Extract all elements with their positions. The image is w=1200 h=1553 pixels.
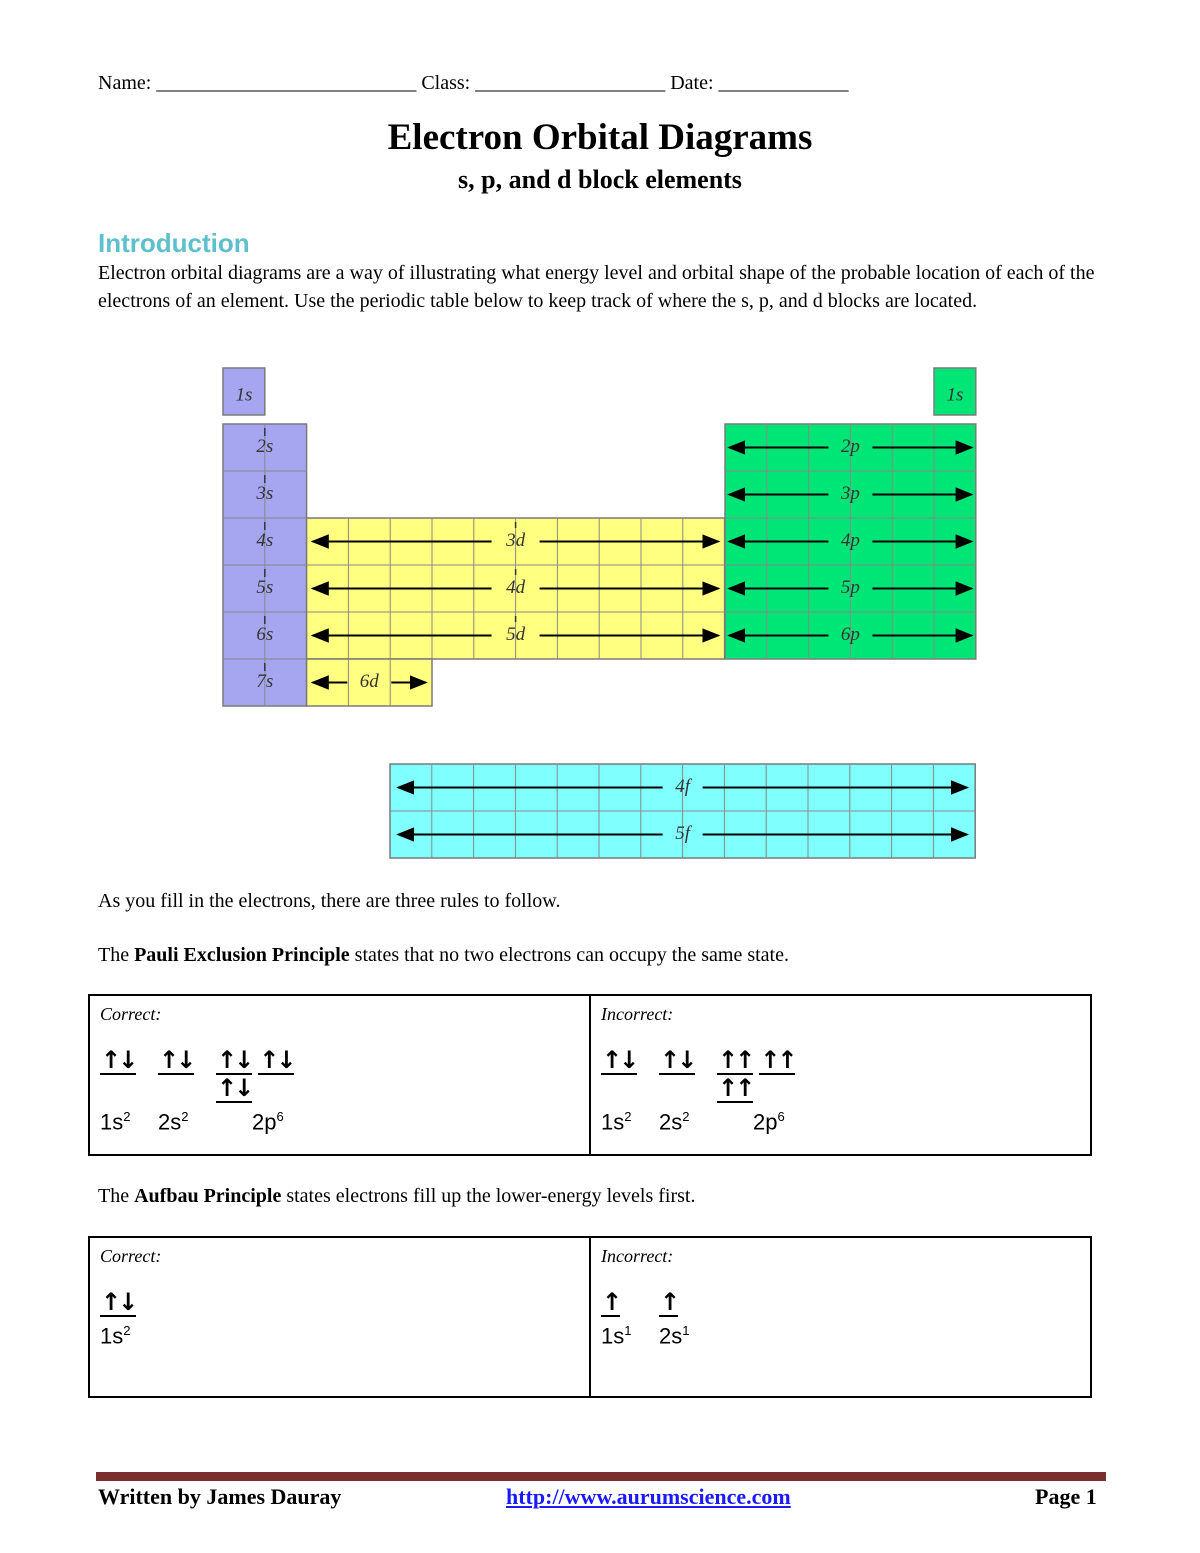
aufbau-text: states electrons fill up the lower-energy levels first. [286, 1185, 696, 1207]
pauli-incorrect-cell [589, 996, 1090, 1154]
orbital-name: 1s [100, 1323, 124, 1349]
f-row-label: 4f [675, 775, 690, 797]
aufbau-incorrect-label: Incorrect: [601, 1246, 674, 1266]
orbital-name: 1s [601, 1323, 625, 1349]
orbital-box-arrows: ↑↑ [718, 1074, 753, 1102]
class-label: Class: [421, 72, 471, 94]
intro-paragraph: Electron orbital diagrams are a way of illustrating what energy level and orbital shape of the probable location of each of the electrons of an element. Use the periodic table below to keep track of where the s, p, and d blocks are located. [98, 262, 1095, 312]
rules-intro: As you fill in the electrons, there are three rules to follow. [98, 890, 561, 912]
orbital-notation-row [601, 1109, 1080, 1135]
date-blank[interactable]: _____________ [718, 72, 849, 94]
aufbau-name: Aufbau Principle [134, 1185, 282, 1207]
orbital-box-arrows: ↑↓ [159, 1046, 194, 1074]
date-label: Date: [670, 72, 714, 94]
p-row-label: 3p [840, 482, 860, 504]
orbital-group [601, 1289, 659, 1317]
orbital-name: 1s [601, 1109, 625, 1135]
s-row-label: 3s [256, 482, 274, 504]
orbital-notation [100, 1109, 158, 1135]
name-blank[interactable]: __________________________ [156, 72, 417, 94]
d-row-label: 6d [359, 670, 379, 692]
electron-count: 6 [777, 1109, 785, 1124]
orbital-box-arrows: ↑ [660, 1288, 678, 1316]
pauli-prefix: The [98, 944, 130, 966]
orbital-notation-row [100, 1109, 579, 1135]
orbital-notation [659, 1109, 717, 1135]
orbital-notation-row [601, 1323, 1080, 1349]
aufbau-incorrect-cell [589, 1238, 1090, 1396]
orbital-name: 1s [100, 1109, 124, 1135]
d-row-label: 4d [506, 576, 526, 598]
pauli-correct-diagram [100, 1047, 579, 1135]
aufbau-correct-label: Correct: [100, 1246, 162, 1266]
orbital-group [216, 1047, 326, 1103]
orbital-group [659, 1289, 717, 1317]
orbital-box-arrows: ↑↓ [602, 1046, 637, 1074]
orbital-notation-row [100, 1323, 579, 1349]
d-row-label: 5d [506, 623, 526, 645]
aufbau-incorrect-diagram [601, 1289, 1080, 1349]
electron-count: 2 [682, 1109, 690, 1124]
pauli-text: states that no two electrons can occupy the same state. [354, 944, 789, 966]
pauli-example-box [88, 994, 1092, 1156]
orbital-group [100, 1289, 158, 1317]
orbital-box-arrows: ↑↓ [217, 1074, 252, 1102]
f-row-label: 5f [675, 822, 690, 844]
name-label: Name: [98, 72, 152, 94]
orbital-arrow-row [601, 1047, 1080, 1103]
p-row-label: 4p [840, 529, 860, 551]
orbital-box-arrows: ↑↓ [101, 1046, 136, 1074]
electron-count: 2 [624, 1109, 632, 1124]
aufbau-example-box [88, 1236, 1092, 1398]
pauli-statement [98, 942, 1108, 970]
orbital-notation [158, 1109, 216, 1135]
s-row-label: 2s [256, 435, 274, 457]
footer-page-number: Page 1 [1035, 1484, 1097, 1509]
h-label: 1s [235, 384, 253, 406]
page-subtitle: s, p, and d block elements [458, 165, 742, 194]
class-blank[interactable]: ___________________ [475, 72, 666, 94]
footer-divider [96, 1472, 1106, 1481]
orbital-notation [659, 1323, 717, 1349]
orbital-group [100, 1047, 158, 1103]
electron-count: 1 [624, 1323, 632, 1338]
aufbau-correct-diagram [100, 1289, 579, 1349]
electron-count: 1 [682, 1323, 690, 1338]
footer-url-link[interactable]: http://www.aurumscience.com [506, 1484, 791, 1509]
aufbau-prefix: The [98, 1185, 130, 1207]
electron-count: 6 [276, 1109, 284, 1124]
orbital-arrow-row [100, 1289, 579, 1317]
orbital-box-arrows: ↑↓ [259, 1046, 294, 1074]
orbital-group [659, 1047, 717, 1103]
orbital-notation [216, 1109, 326, 1135]
electron-count: 2 [181, 1109, 189, 1124]
pauli-name: Pauli Exclusion Principle [134, 944, 350, 966]
pauli-correct-cell [90, 996, 589, 1154]
orbital-group [717, 1047, 827, 1103]
s-row-label: 5s [256, 576, 274, 598]
footer-link-wrap [506, 1484, 791, 1510]
orbital-name: 2s [659, 1323, 683, 1349]
aufbau-statement [98, 1183, 1108, 1211]
p-row-label: 5p [840, 576, 860, 598]
intro-heading: Introduction [98, 228, 250, 258]
d-row-label: 3d [506, 529, 526, 551]
orbital-box-arrows: ↑↑ [760, 1046, 795, 1074]
orbital-arrow-row [601, 1289, 1080, 1317]
s-row-label: 6s [256, 623, 274, 645]
orbital-box-arrows: ↑↓ [101, 1288, 136, 1316]
electron-count: 2 [123, 1323, 131, 1338]
s-row-label: 4s [256, 529, 274, 551]
he-label: 1s [946, 384, 964, 406]
orbital-box-arrows: ↑↑ [718, 1046, 753, 1074]
orbital-name: 2s [158, 1109, 182, 1135]
orbital-notation [100, 1323, 158, 1349]
p-row-label: 2p [840, 435, 860, 457]
p-row-label: 6p [840, 623, 860, 645]
orbital-notation [601, 1323, 659, 1349]
orbital-group [601, 1047, 659, 1103]
orbital-name: 2s [659, 1109, 683, 1135]
footer-author: Written by James Dauray [98, 1484, 342, 1509]
orbital-name: 2p [252, 1109, 277, 1135]
orbital-box-arrows: ↑ [602, 1288, 620, 1316]
orbital-group [158, 1047, 216, 1103]
aufbau-correct-cell [90, 1238, 589, 1396]
pauli-incorrect-diagram [601, 1047, 1080, 1135]
orbital-notation [717, 1109, 827, 1135]
pauli-correct-label: Correct: [100, 1004, 162, 1024]
orbital-arrow-row [100, 1047, 579, 1103]
orbital-name: 2p [753, 1109, 778, 1135]
s-row-label: 7s [256, 670, 274, 692]
pauli-incorrect-label: Incorrect: [601, 1004, 674, 1024]
orbital-notation [601, 1109, 659, 1135]
orbital-box-arrows: ↑↓ [660, 1046, 695, 1074]
electron-count: 2 [123, 1109, 131, 1124]
orbital-box-arrows: ↑↓ [217, 1046, 252, 1074]
page-title: Electron Orbital Diagrams [387, 117, 813, 158]
